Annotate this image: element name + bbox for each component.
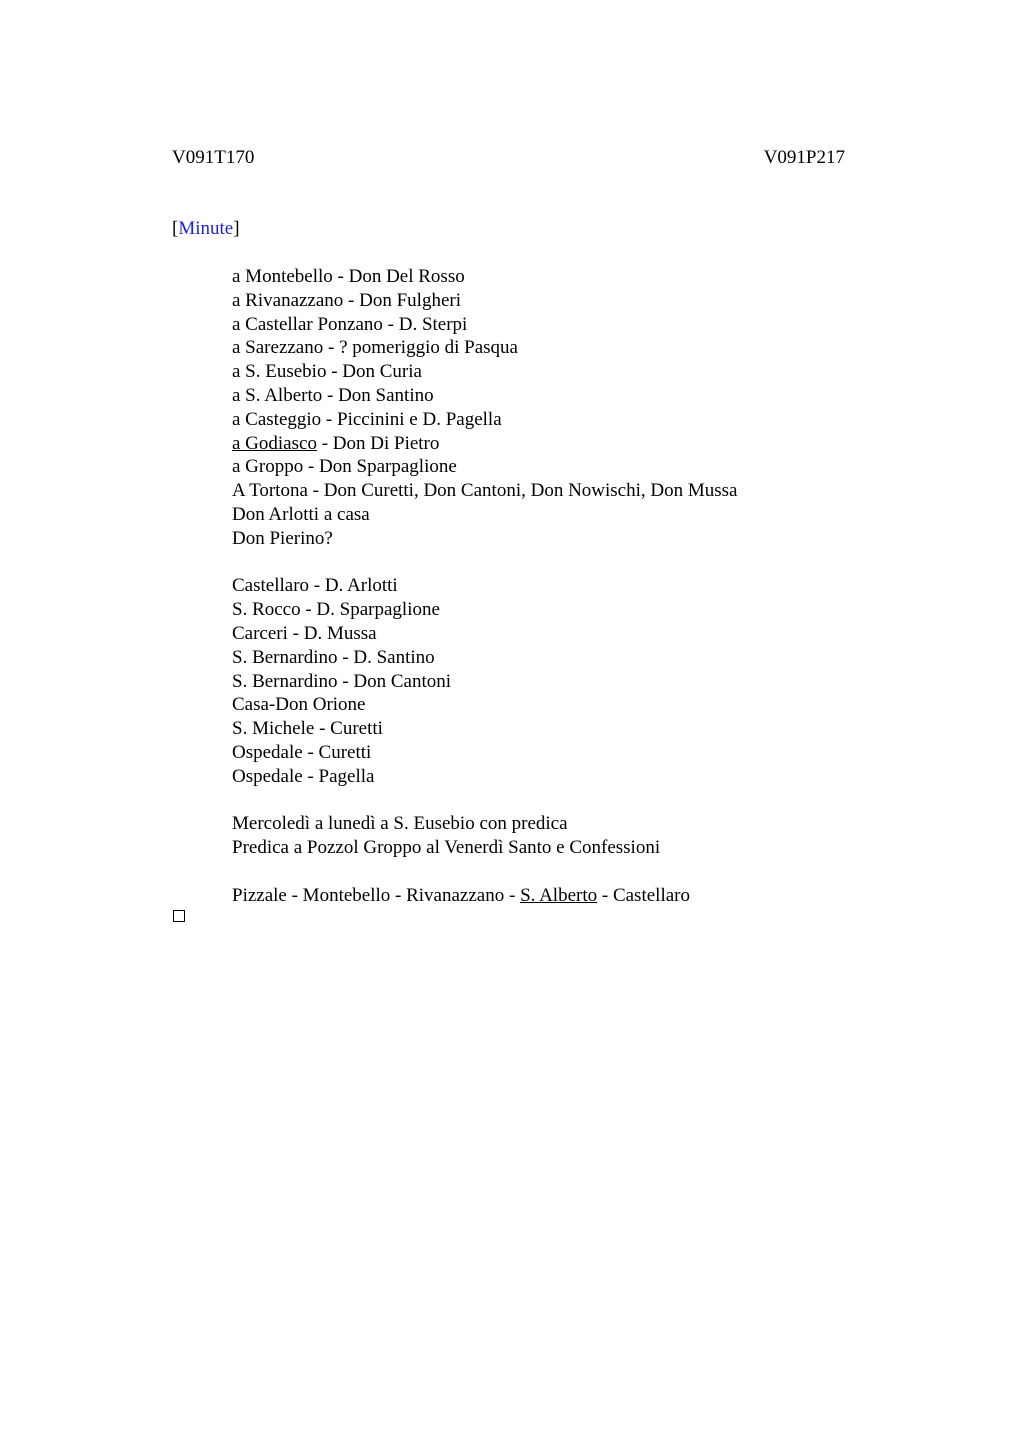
text-line: Don Arlotti a casa bbox=[232, 503, 370, 525]
text-line: a Groppo - Don Sparpaglione bbox=[232, 456, 457, 478]
spacer bbox=[232, 860, 852, 884]
close-bracket: ] bbox=[233, 218, 240, 239]
text-line: Ospedale - Pagella bbox=[232, 765, 375, 787]
text-line: a Castellar Ponzano - D. Sterpi bbox=[232, 313, 468, 335]
text-segment: Pizzale - Montebello - Rivanazzano - bbox=[232, 884, 521, 906]
open-bracket: [ bbox=[172, 218, 179, 239]
text-line: a Sarezzano - ? pomeriggio di Pasqua bbox=[232, 337, 518, 359]
text-line: Ospedale - Curetti bbox=[232, 741, 372, 763]
text-line: a Montebello - Don Del Rosso bbox=[232, 266, 465, 287]
text-segment: - Castellaro bbox=[597, 884, 690, 906]
document-code-right: V091P217 bbox=[763, 147, 845, 168]
text-line: S. Bernardino - Don Cantoni bbox=[232, 670, 452, 692]
text-line: Casa-Don Orione bbox=[232, 694, 366, 716]
text-line: a Casteggio - Piccinini e D. Pagella bbox=[232, 408, 502, 430]
text-line-godiasco bbox=[232, 432, 852, 456]
empty-square-icon bbox=[173, 910, 185, 922]
text-line: a S. Alberto - Don Santino bbox=[232, 384, 434, 406]
text-line: Predica a Pozzol Groppo al Venerdì Santo e Confessioni bbox=[232, 837, 661, 859]
text-line: Castellaro - D. Arlotti bbox=[232, 575, 398, 597]
text-line: Mercoledì a lunedì a S. Eusebio con predica bbox=[232, 813, 568, 835]
text-line: a Rivanazzano - Don Fulgheri bbox=[232, 289, 461, 311]
page-header bbox=[172, 146, 845, 170]
text-line: Carceri - D. Mussa bbox=[232, 622, 377, 644]
group-preaching bbox=[232, 812, 852, 860]
text-line-route bbox=[232, 884, 852, 908]
text-line: Don Pierino? bbox=[232, 527, 333, 549]
minute-link[interactable]: Minute bbox=[178, 218, 234, 239]
text-line: a S. Eusebio - Don Curia bbox=[232, 361, 422, 383]
group-assignments bbox=[232, 574, 852, 788]
section-tag bbox=[172, 217, 240, 241]
text-line: A Tortona - Don Curetti, Don Cantoni, Don Nowischi, Don Mussa bbox=[232, 480, 738, 502]
underlined-text: S. Alberto bbox=[520, 884, 598, 906]
text-segment: - Don Di Pietro bbox=[316, 432, 440, 454]
document-code-left: V091T170 bbox=[172, 147, 255, 168]
text-line: S. Rocco - D. Sparpaglione bbox=[232, 599, 440, 621]
group-parishes bbox=[232, 265, 852, 551]
text-line: S. Bernardino - D. Santino bbox=[232, 646, 435, 668]
underlined-text: a Godiasco bbox=[232, 432, 317, 454]
spacer bbox=[232, 789, 852, 813]
text-line: S. Michele - Curetti bbox=[232, 718, 383, 740]
spacer bbox=[232, 551, 852, 575]
document-body bbox=[232, 265, 852, 908]
